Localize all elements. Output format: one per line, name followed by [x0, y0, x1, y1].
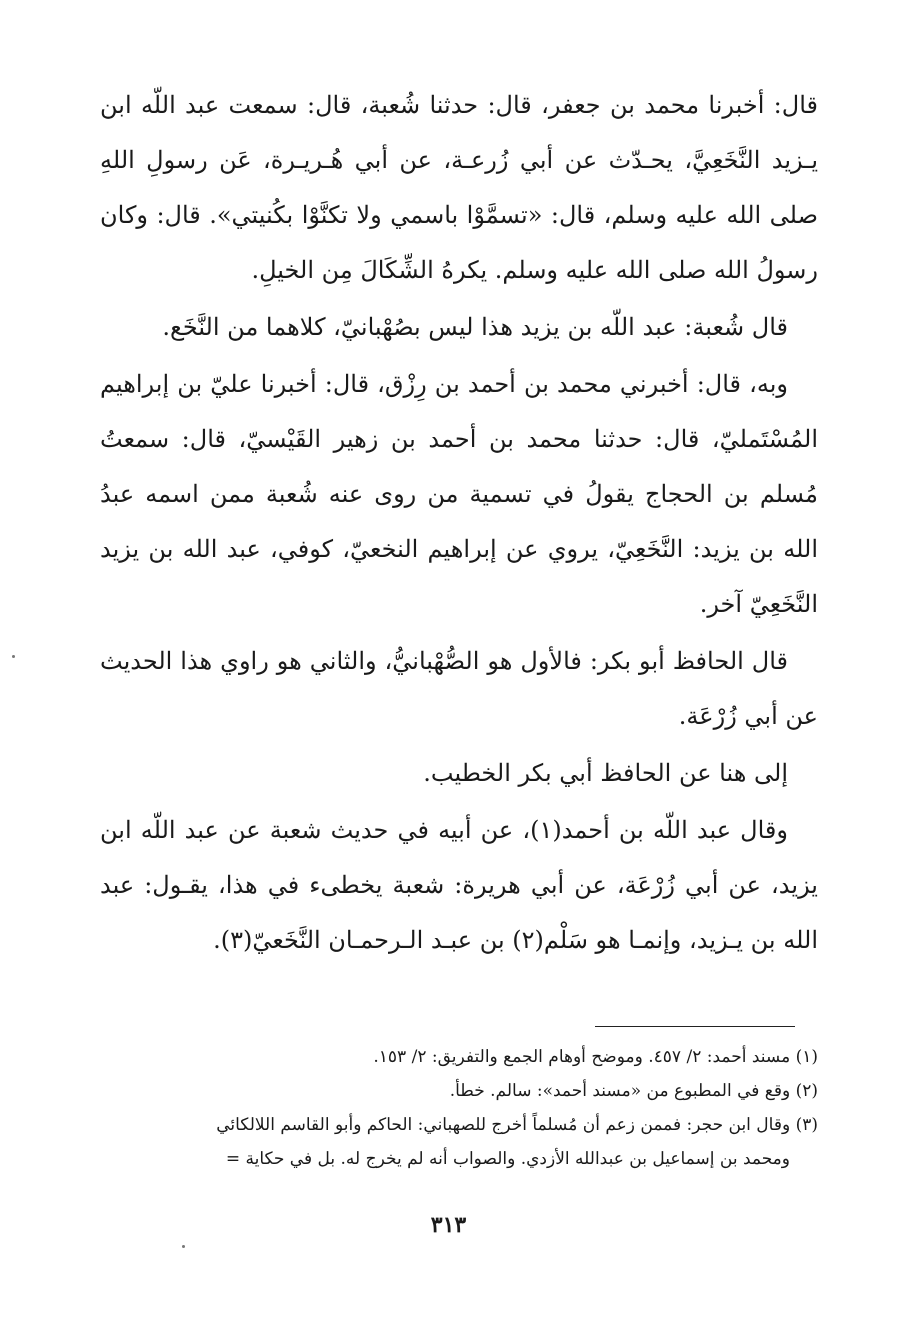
footnote-separator [595, 1026, 795, 1027]
paragraph-abdullah-ibn-ahmad: وقال عبد اللّه بن أحمد(١)، عن أبيه في حديث شعبة عن عبد اللّه ابن يزيد، عن أبي زُرْعَة، عن أبي هريرة: شعبة يخطىء في هذا، يقـول: عبد الله بن يـزيد، وإنمـا هو سَلْم(٢) بن عبـد الـرحمـان النَّخَعيّ(٣). [100, 816, 818, 954]
paragraph-shuba-comment: قال شُعبة: عبد اللّه بن يزيد هذا ليس بصُهْبانيّ، كلاهما من النَّخَع. [162, 313, 788, 341]
footnote-2: (٢) وقع في المطبوع من «مسند أحمد»: سالم. خطأ. [449, 1081, 818, 1101]
footnotes [100, 1040, 818, 1176]
paragraph-khatib-end: إلى هنا عن الحافظ أبي بكر الخطيب. [423, 759, 788, 787]
footnote-1: (١) مسند أحمد: ٢/ ٤٥٧. وموضح أوهام الجمع والتفريق: ٢/ ١٥٣. [373, 1047, 818, 1067]
footnote-3-continuation: ومحمد بن إسماعيل بن عبدالله الأزدي. والصواب أنه لم يخرج له. بل في حكاية = [225, 1149, 790, 1169]
main-text [100, 78, 818, 968]
paragraph-muslim-naming: وبه، قال: أخبرني محمد بن أحمد بن رِزْق، قال: أخبرنا عليّ بن إبراهيم المُسْتَمليّ، قال: حدثنا محمد بن أحمد بن زهير القَيْسيّ، قال: سمعتُ مُسلم بن الحجاج يقولُ في تسمية من روى عنه شُعبة ممن اسمه عبدُ الله بن يزيد: النَّخَعِيّ، يروي عن إبراهيم النخعيّ، كوفي، عبد الله بن يزيد النَّخَعِيّ آخر. [100, 370, 818, 618]
paragraph-hadith-narration: قال: أخبرنا محمد بن جعفر، قال: حدثنا شُعبة، قال: سمعت عبد اللّه ابن يـزيد النَّخَعِيَّ، يحـدّث عن أبي زُرعـة، عن أبي هُـريـرة، عَن رسولِ اللهِ صلى الله عليه وسلم، قال: «تسمَّوْا باسمي ولا تكنَّوْا بكُنيتي». قال: وكان رسولُ الله صلى الله عليه وسلم. يكرهُ الشِّكَالَ مِن الخيلِ. [100, 91, 818, 284]
paragraph-hafiz-abu-bakr: قال الحافظ أبو بكر: فالأول هو الصُّهْبانيُّ، والثاني هو راوي هذا الحديث عن أبي زُرْعَة. [100, 647, 818, 730]
page-number: ٣١٣ [430, 1212, 467, 1238]
footnote-3: (٣) وقال ابن حجر: فممن زعم أن مُسلماً أخرج للصهباني: الحاكم وأبو القاسم اللالكائي [216, 1115, 818, 1135]
scan-speck [182, 1245, 185, 1248]
scan-speck [12, 655, 15, 658]
